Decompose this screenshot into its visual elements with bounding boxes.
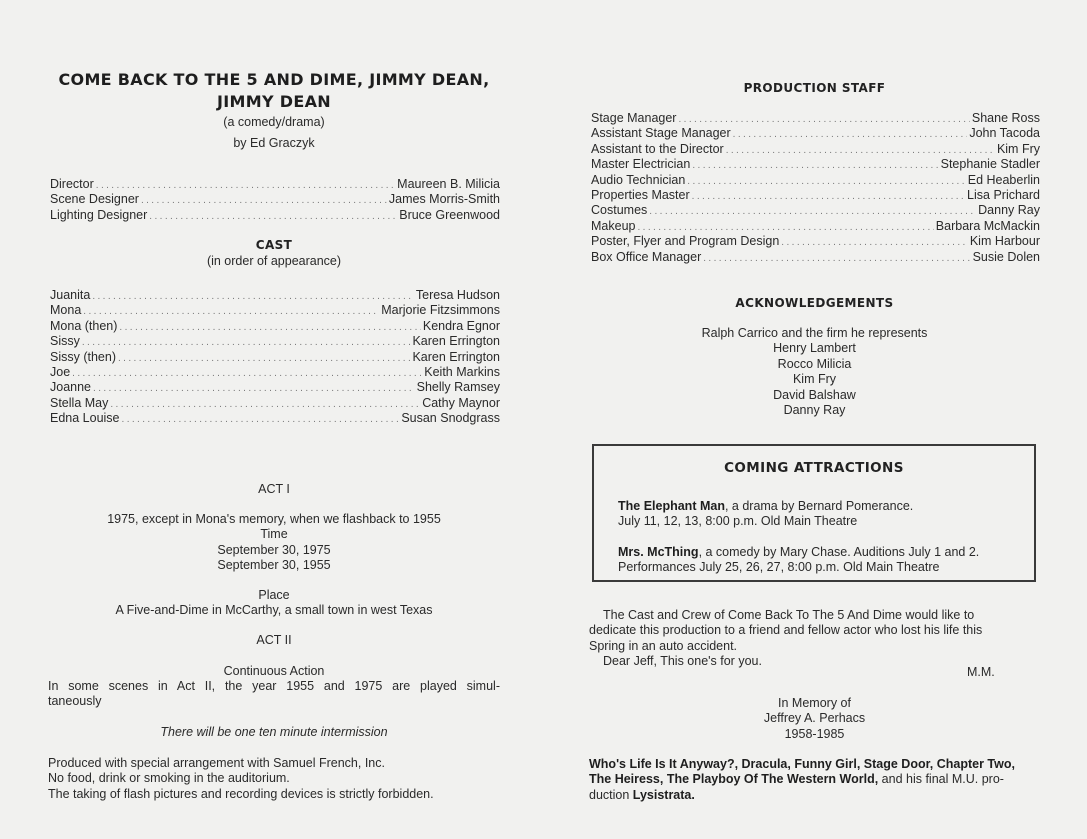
staff-row-role: Makeup	[591, 218, 636, 233]
past-productions-plain3: duction	[589, 787, 633, 802]
staff-row-name: Barbara McMackin	[935, 218, 1040, 233]
credit-row-name: Bruce Greenwood	[399, 207, 500, 222]
credit-row-role: Director	[50, 177, 94, 191]
dot-leader	[82, 335, 411, 350]
cast-row-name: Kendra Egnor	[422, 318, 500, 333]
dot-leader	[118, 351, 410, 366]
cast-row-name: Cathy Maynor	[422, 395, 500, 410]
dot-leader	[733, 127, 968, 142]
acknowledgements-list	[589, 326, 1040, 418]
cast-row-name: Marjorie Fitzsimmons	[381, 303, 500, 318]
cast-row-role: Stella May	[50, 395, 109, 410]
dedication-line4: Dear Jeff, This one's for you.	[603, 654, 762, 669]
cast-row	[50, 350, 500, 365]
dot-leader	[678, 112, 969, 127]
cast-row-name: Susan Snodgrass	[401, 411, 500, 426]
act1-desc-text: 1975, except in Mona's memory, when we flashback to 1955	[107, 512, 441, 526]
staff-row-role: Assistant Stage Manager	[591, 126, 731, 141]
memory-years: 1958-1985	[784, 726, 845, 741]
cast-row-role: Mona (then)	[50, 318, 118, 333]
place-label: Place	[258, 588, 290, 602]
past-productions-line3	[589, 788, 1040, 803]
time-label: Time	[260, 527, 288, 542]
cast-row-name: Karen Errington	[412, 349, 500, 364]
cast-row-name: Keith Markins	[424, 364, 500, 379]
cast-row-name: Karen Errington	[412, 334, 500, 349]
cast-row	[50, 334, 500, 349]
credit-row-role: Scene Designer	[50, 192, 139, 207]
genre: (a comedy/drama)	[223, 115, 325, 129]
staff-list	[591, 111, 1040, 265]
intermission-note: There will be one ten minute intermission	[160, 725, 388, 739]
dedication-line1: The Cast and Crew of Come Back To The 5 And Dime would like to	[603, 608, 975, 622]
staff-row	[591, 250, 1040, 265]
cast-row-name: Teresa Hudson	[415, 288, 500, 302]
cast-subheading: (in order of appearance)	[206, 254, 342, 268]
staff-row-name: Ed Heaberlin	[967, 172, 1040, 187]
attraction-2-title-line	[618, 545, 1028, 560]
dot-leader	[692, 158, 938, 173]
act2-desc-line2: taneously	[48, 694, 102, 709]
notes-block	[48, 756, 500, 802]
cast-row-role: Sissy (then)	[50, 349, 116, 364]
dot-leader	[687, 174, 965, 189]
dot-leader	[72, 366, 422, 381]
acknowledgement-item: Rocco Milicia	[777, 356, 852, 371]
act2-description	[48, 679, 500, 710]
acknowledgements-heading: ACKNOWLEDGEMENTS	[735, 296, 894, 310]
cast-row	[50, 396, 500, 411]
act2-label: Continuous Action	[223, 664, 325, 678]
staff-row-name: Kim Harbour	[969, 234, 1040, 249]
credit-row	[50, 208, 500, 223]
dedication-line3: Spring in an auto accident.	[589, 638, 738, 653]
in-memory-block	[589, 696, 1040, 742]
acknowledgement-item: Kim Fry	[792, 372, 837, 387]
cast-row-role: Joanne	[50, 380, 92, 395]
act1-heading: ACT I	[258, 482, 290, 496]
act2-desc-line1: In some scenes in Act II, the year 1955 and 1975 are played simul-	[48, 679, 500, 693]
acknowledgement-item: David Balshaw	[773, 387, 856, 402]
past-productions-line2	[589, 772, 1040, 787]
staff-row-name: Danny Ray	[978, 203, 1040, 218]
staff-row-name: Susie Dolen	[972, 249, 1040, 264]
dedication-line2: dedicate this production to a friend and fellow actor who lost his life this	[589, 623, 983, 638]
attraction-2-title: Mrs. McThing	[618, 545, 699, 559]
cast-row	[50, 365, 500, 380]
cast-row-role: Juanita	[50, 288, 91, 302]
act1-description	[48, 512, 500, 574]
place-description: A Five-and-Dime in McCarthy, a small town in west Texas	[115, 603, 433, 618]
cast-row-role: Mona	[50, 303, 82, 318]
past-productions-line1: Who's Life Is It Anyway?, Dracula, Funny Girl, Stage Door, Chapter Two,	[589, 757, 1015, 771]
signature: M.M.	[967, 665, 995, 679]
staff-row	[591, 219, 1040, 234]
credit-row-name: Maureen B. Milicia	[397, 177, 500, 191]
cast-row	[50, 288, 500, 303]
dot-leader	[119, 320, 420, 335]
attraction-elephant-man	[618, 499, 1028, 530]
attraction-2-desc: , a comedy by Mary Chase. Auditions July 1 and 2.	[698, 545, 980, 559]
attraction-mrs-mcthing	[618, 545, 1028, 576]
cast-row-role: Joe	[50, 364, 71, 379]
credit-row-name: James Morris-Smith	[388, 192, 500, 207]
staff-row-role: Audio Technician	[591, 172, 686, 187]
credits-list	[50, 177, 500, 223]
attraction-1-title: The Elephant Man	[618, 499, 725, 513]
dot-leader	[92, 289, 414, 304]
staff-row	[591, 234, 1040, 249]
play-title-line2: JIMMY DEAN	[217, 92, 331, 111]
act2-heading: ACT II	[256, 633, 292, 647]
staff-row-role: Assistant to the Director	[591, 141, 724, 156]
dot-leader	[149, 209, 397, 224]
past-productions-bold3: Lysistrata.	[632, 787, 695, 802]
credit-row-role: Lighting Designer	[50, 207, 148, 222]
staff-row-role: Stage Manager	[591, 111, 677, 125]
coming-attractions-box	[592, 444, 1036, 582]
staff-row-role: Master Electrician	[591, 157, 691, 172]
cast-row	[50, 411, 500, 426]
staff-row-role: Box Office Manager	[591, 249, 702, 264]
attraction-1-desc: , a drama by Bernard Pomerance.	[724, 499, 914, 513]
cast-row	[50, 380, 500, 395]
place-block	[48, 588, 500, 619]
dot-leader	[96, 178, 395, 193]
dot-leader	[637, 220, 933, 235]
past-productions-plain2: and his final M.U. pro-	[878, 772, 1004, 787]
staff-row	[591, 111, 1040, 126]
acknowledgement-item: Ralph Carrico and the firm he represents	[701, 326, 928, 340]
past-productions-bold2: The Heiress, The Playboy Of The Western World,	[589, 772, 879, 787]
attraction-1-dates: July 11, 12, 13, 8:00 p.m. Old Main Theatre	[618, 514, 858, 529]
play-title	[48, 69, 500, 113]
staff-row	[591, 126, 1040, 141]
credit-row	[50, 177, 500, 192]
acknowledgement-item: Danny Ray	[783, 403, 846, 418]
cast-row-role: Sissy	[50, 334, 80, 349]
credit-row	[50, 192, 500, 207]
cast-row-role: Edna Louise	[50, 411, 120, 426]
staff-row-role: Costumes	[591, 203, 648, 218]
dot-leader	[141, 193, 387, 208]
dedication	[589, 608, 1040, 670]
staff-row-name: Shane Ross	[971, 111, 1040, 125]
note-samuel-french: Produced with special arrangement with Samuel French, Inc.	[48, 756, 385, 770]
attraction-2-dates: Performances July 25, 26, 27, 8:00 p.m. Old Main Theatre	[618, 560, 940, 575]
dot-leader	[726, 143, 995, 158]
note-no-flash: The taking of flash pictures and recording devices is strictly forbidden.	[48, 786, 434, 801]
dot-leader	[703, 251, 970, 266]
dot-leader	[692, 189, 965, 204]
dot-leader	[649, 204, 976, 219]
author: by Ed Graczyk	[233, 136, 315, 150]
staff-row-name: Stephanie Stadler	[940, 157, 1040, 172]
cast-row	[50, 303, 500, 318]
staff-row-role: Properties Master	[591, 187, 690, 202]
staff-row-name: John Tacoda	[969, 126, 1040, 141]
staff-row	[591, 157, 1040, 172]
staff-row	[591, 188, 1040, 203]
attraction-1-title-line	[618, 499, 1028, 514]
production-staff-heading: PRODUCTION STAFF	[743, 81, 886, 95]
dot-leader	[781, 235, 968, 250]
staff-row	[591, 142, 1040, 157]
staff-row	[591, 173, 1040, 188]
cast-list	[50, 288, 500, 427]
dot-leader	[122, 412, 400, 427]
dot-leader	[110, 397, 420, 412]
time-1975: September 30, 1975	[217, 542, 331, 557]
cast-heading: CAST	[255, 238, 293, 252]
cast-row-name: Shelly Ramsey	[416, 380, 500, 395]
staff-row-name: Kim Fry	[996, 141, 1040, 156]
staff-row	[591, 203, 1040, 218]
coming-attractions-heading: COMING ATTRACTIONS	[724, 460, 904, 476]
note-no-food: No food, drink or smoking in the auditorium.	[48, 771, 290, 786]
cast-row	[50, 319, 500, 334]
staff-row-name: Lisa Prichard	[967, 187, 1040, 202]
memory-name: Jeffrey A. Perhacs	[763, 711, 866, 726]
staff-row-role: Poster, Flyer and Program Design	[591, 234, 780, 249]
acknowledgement-item: Henry Lambert	[773, 341, 856, 356]
play-title-line1: COME BACK TO THE 5 AND DIME, JIMMY DEAN,	[58, 70, 490, 89]
past-productions	[589, 757, 1040, 803]
time-1955: September 30, 1955	[217, 558, 331, 573]
dot-leader	[83, 304, 379, 319]
memory-line1: In Memory of	[778, 696, 851, 710]
dot-leader	[93, 381, 415, 396]
